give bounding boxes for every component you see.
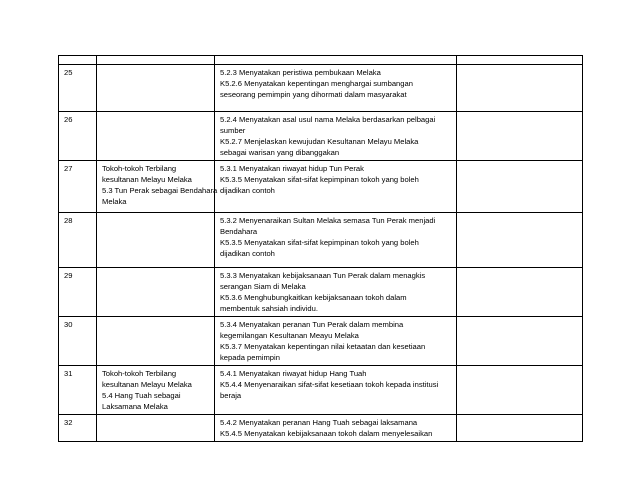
standards-cell <box>215 161 457 213</box>
standard-line: K5.4.5 Menyatakan kebijaksanaan tokoh dalam menyelesaikan <box>220 429 433 438</box>
table-row <box>59 112 583 161</box>
topic-cell <box>97 112 215 161</box>
topic-line: 5.4 Hang Tuah sebagai <box>102 391 181 400</box>
topic-cell <box>97 56 215 65</box>
standard-line: K5.3.5 Menyatakan sifat-sifat kepimpinan tokoh yang boleh <box>220 238 419 247</box>
standard-line: K5.3.6 Menghubungkaitkan kebijaksanaan tokoh dalam <box>220 293 407 302</box>
week-number: 26 <box>59 112 97 161</box>
standard-line: K5.2.6 Menyatakan kepentingan menghargai sumbangan <box>220 79 413 88</box>
week-number: 29 <box>59 268 97 317</box>
topic-cell <box>97 65 215 112</box>
week-number: 25 <box>59 65 97 112</box>
notes-cell <box>457 415 583 442</box>
week-number: 27 <box>59 161 97 213</box>
table-row <box>59 415 583 442</box>
standard-line: K5.4.4 Menyenaraikan sifat-sifat kesetiaan tokoh kepada institusi <box>220 380 439 389</box>
standard-line: Bendahara <box>220 227 258 236</box>
standard-line: 5.3.2 Menyenaraikan Sultan Melaka semasa Tun Perak menjadi <box>220 216 436 225</box>
topic-cell <box>97 268 215 317</box>
topic-line: kesultanan Melayu Melaka <box>102 380 192 389</box>
table-row <box>59 213 583 268</box>
standards-cell <box>215 415 457 442</box>
topic-cell <box>97 161 218 213</box>
standards-cell <box>215 366 457 415</box>
standard-line: kegemilangan Kesultanan Meayu Melaka <box>220 331 359 340</box>
week-number: 28 <box>59 213 97 268</box>
standards-cell <box>215 65 457 112</box>
table-row <box>59 317 583 366</box>
standard-line: K5.3.5 Menyatakan sifat-sifat kepimpinan tokoh yang boleh <box>220 175 419 184</box>
topic-line: Melaka <box>102 197 127 206</box>
standard-line: seseorang pemimpin yang dihormati dalam masyarakat <box>220 90 407 99</box>
standard-line: sumber <box>220 126 246 135</box>
topic-cell <box>97 415 215 442</box>
topic-line: Laksamana Melaka <box>102 402 168 411</box>
standard-line: 5.4.2 Menyatakan peranan Hang Tuah sebagai laksamana <box>220 418 418 427</box>
standard-line: 5.2.4 Menyatakan asal usul nama Melaka berdasarkan pelbagai <box>220 115 436 124</box>
topic-cell <box>97 366 215 415</box>
standard-line: kepada pemimpin <box>220 353 280 362</box>
standard-line: 5.3.1 Menyatakan riwayat hidup Tun Perak <box>220 164 364 173</box>
notes-cell <box>457 317 583 366</box>
notes-cell <box>457 56 583 65</box>
topic-cell <box>97 213 215 268</box>
standard-line: sebagai warisan yang dibanggakan <box>220 148 340 157</box>
standard-line: serangan Siam di Melaka <box>220 282 306 291</box>
topic-line: 5.3 Tun Perak sebagai Bendahara <box>102 186 218 195</box>
standards-cell <box>215 317 457 366</box>
notes-cell <box>457 213 583 268</box>
standard-line: 5.3.4 Menyatakan peranan Tun Perak dalam membina <box>220 320 404 329</box>
table-row <box>59 366 583 415</box>
standards-cell <box>215 112 457 161</box>
table-row <box>59 268 583 317</box>
topic-line: Tokoh-tokoh Terbilang <box>102 164 177 173</box>
standards-cell <box>215 268 457 317</box>
standard-line: membentuk sahsiah individu. <box>220 304 318 313</box>
table-top-row <box>59 56 583 65</box>
week-number: 30 <box>59 317 97 366</box>
standard-line: K5.2.7 Menjelaskan kewujudan Kesultanan Melayu Melaka <box>220 137 419 146</box>
week-number: 31 <box>59 366 97 415</box>
standard-line: 5.2.3 Menyatakan peristiwa pembukaan Melaka <box>220 68 381 77</box>
week-number: 32 <box>59 415 97 442</box>
standard-line: K5.3.7 Menyatakan kepentingan nilai ketaatan dan kesetiaan <box>220 342 426 351</box>
notes-cell <box>457 366 583 415</box>
notes-cell <box>457 65 583 112</box>
week-cell <box>59 56 97 65</box>
notes-cell <box>457 268 583 317</box>
standard-line: 5.4.1 Menyatakan riwayat hidup Hang Tuah <box>220 369 367 378</box>
standard-line: dijadikan contoh <box>220 249 275 258</box>
standards-cell <box>215 56 457 65</box>
topic-line: kesultanan Melayu Melaka <box>102 175 192 184</box>
table-row <box>59 161 583 213</box>
standard-line: beraja <box>220 391 242 400</box>
topic-line: Tokoh-tokoh Terbilang <box>102 369 177 378</box>
standards-cell <box>215 213 457 268</box>
standard-line: dijadikan contoh <box>220 186 275 195</box>
topic-cell <box>97 317 215 366</box>
table-row <box>59 65 583 112</box>
lesson-plan-table <box>58 55 583 442</box>
notes-cell <box>457 112 583 161</box>
standard-line: 5.3.3 Menyatakan kebijaksanaan Tun Perak dalam menagkis <box>220 271 426 280</box>
notes-cell <box>457 161 583 213</box>
